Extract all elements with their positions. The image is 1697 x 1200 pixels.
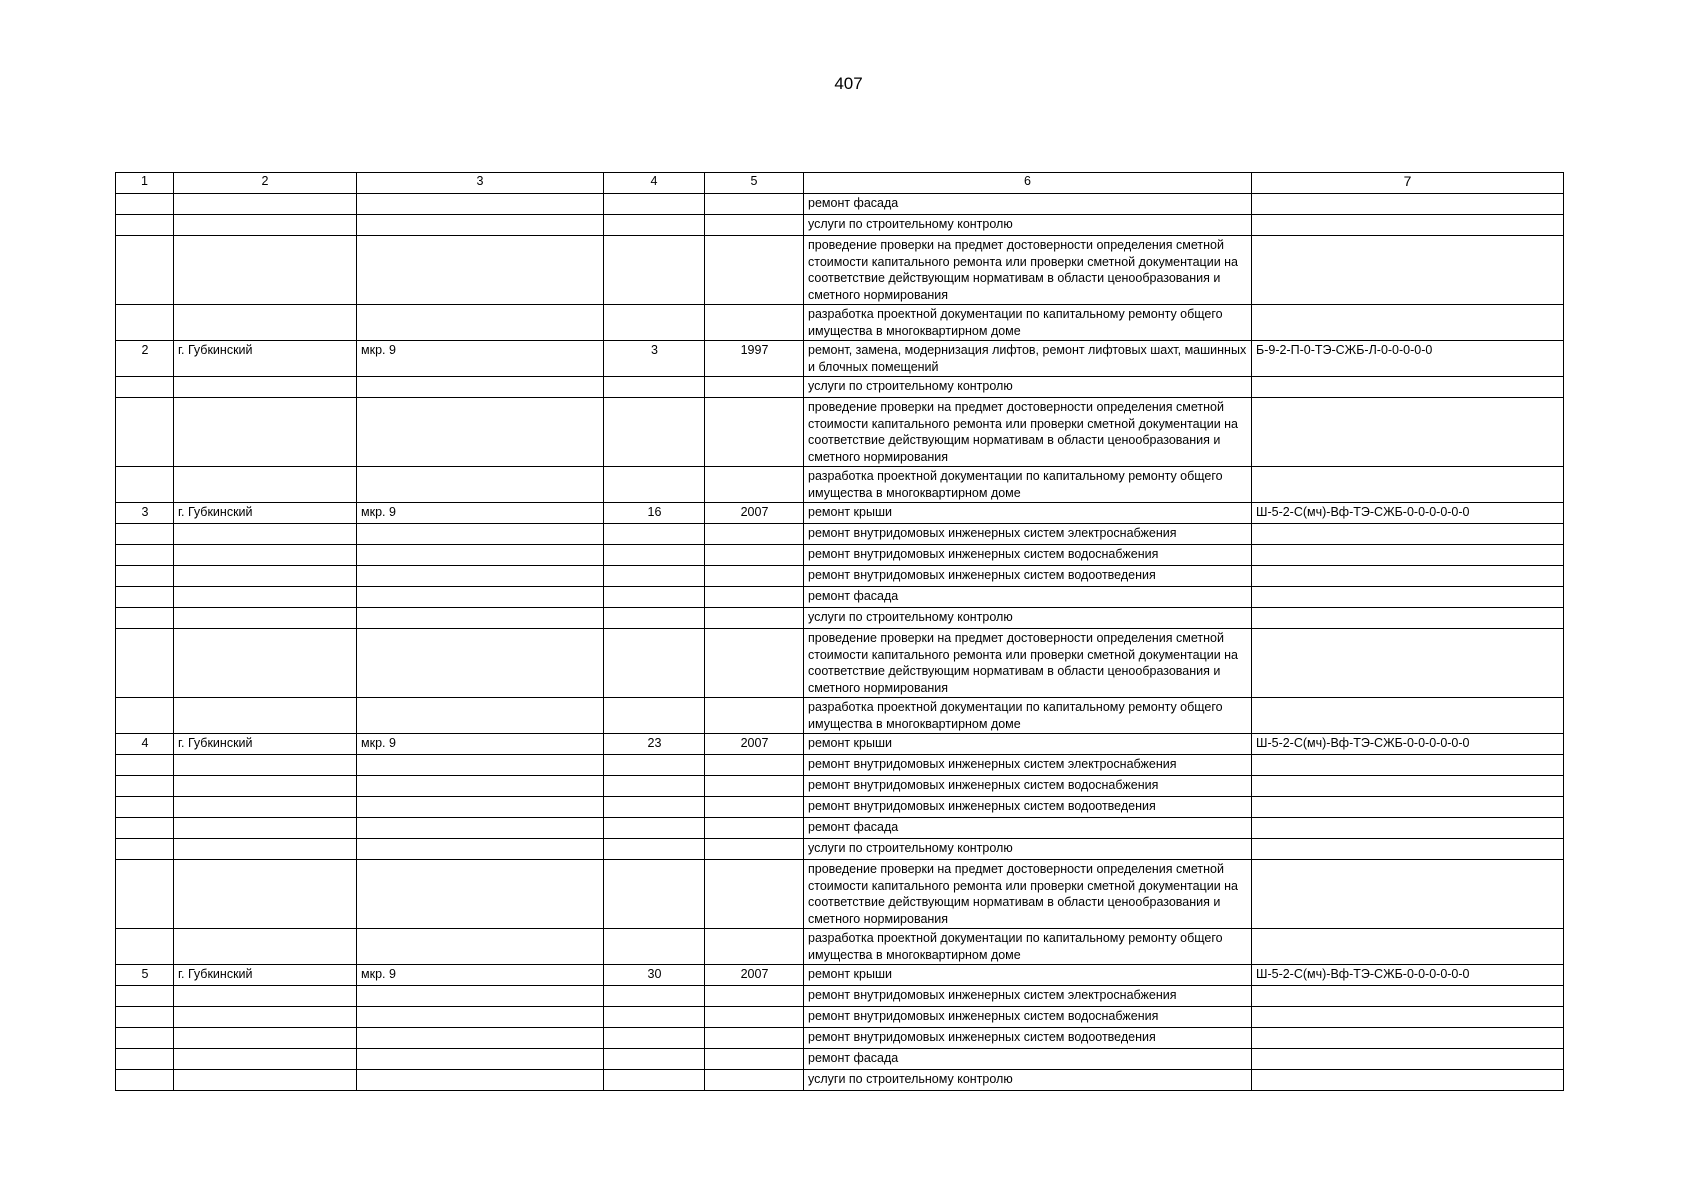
work-type-cell: услуги по строительному контролю xyxy=(804,215,1252,236)
code-cell xyxy=(1252,524,1564,545)
row-number-cell xyxy=(116,524,174,545)
code-cell xyxy=(1252,776,1564,797)
district-cell xyxy=(357,755,604,776)
row-number-cell xyxy=(116,860,174,929)
work-type-cell: ремонт фасада xyxy=(804,1049,1252,1070)
district-cell xyxy=(357,1028,604,1049)
year-cell xyxy=(705,860,804,929)
code-cell xyxy=(1252,467,1564,503)
building-number-cell xyxy=(604,545,705,566)
district-cell xyxy=(357,818,604,839)
work-type-cell: ремонт внутридомовых инженерных систем водоснабжения xyxy=(804,776,1252,797)
district-cell xyxy=(357,698,604,734)
code-cell: Ш-5-2-С(мч)-Вф-ТЭ-СЖБ-0-0-0-0-0-0 xyxy=(1252,734,1564,755)
code-cell xyxy=(1252,587,1564,608)
city-cell xyxy=(174,545,357,566)
district-cell xyxy=(357,236,604,305)
table-row xyxy=(116,734,1564,755)
row-number-cell: 3 xyxy=(116,503,174,524)
district-cell: мкр. 9 xyxy=(357,965,604,986)
city-cell xyxy=(174,797,357,818)
building-number-cell xyxy=(604,398,705,467)
table-header-row xyxy=(116,173,1564,194)
row-number-cell xyxy=(116,797,174,818)
code-cell xyxy=(1252,698,1564,734)
column-header: 5 xyxy=(705,173,804,194)
row-number-cell xyxy=(116,236,174,305)
table-row xyxy=(116,608,1564,629)
row-number-cell xyxy=(116,545,174,566)
city-cell xyxy=(174,608,357,629)
city-cell xyxy=(174,629,357,698)
code-cell xyxy=(1252,1049,1564,1070)
row-number-cell xyxy=(116,608,174,629)
table-row xyxy=(116,1049,1564,1070)
city-cell xyxy=(174,398,357,467)
row-number-cell xyxy=(116,215,174,236)
year-cell: 1997 xyxy=(705,341,804,377)
work-type-cell: услуги по строительному контролю xyxy=(804,839,1252,860)
row-number-cell xyxy=(116,818,174,839)
code-cell xyxy=(1252,818,1564,839)
district-cell xyxy=(357,587,604,608)
work-type-cell: проведение проверки на предмет достоверности определения сметной стоимости капитального ремонта или проверки сметной документации на соответствие действующим нормативам в области ценообразования и сметного нормирования xyxy=(804,236,1252,305)
district-cell xyxy=(357,377,604,398)
building-number-cell xyxy=(604,236,705,305)
building-number-cell xyxy=(604,860,705,929)
city-cell xyxy=(174,215,357,236)
district-cell xyxy=(357,398,604,467)
table-row xyxy=(116,755,1564,776)
table-row xyxy=(116,1070,1564,1091)
city-cell: г. Губкинский xyxy=(174,341,357,377)
city-cell xyxy=(174,377,357,398)
table-body xyxy=(116,194,1564,1091)
table-row xyxy=(116,986,1564,1007)
row-number-cell: 2 xyxy=(116,341,174,377)
city-cell xyxy=(174,698,357,734)
row-number-cell xyxy=(116,986,174,1007)
table-row xyxy=(116,1028,1564,1049)
work-type-cell: проведение проверки на предмет достоверности определения сметной стоимости капитального ремонта или проверки сметной документации на соответствие действующим нормативам в области ценообразования и сметного нормирования xyxy=(804,860,1252,929)
city-cell xyxy=(174,305,357,341)
code-cell: Ш-5-2-С(мч)-Вф-ТЭ-СЖБ-0-0-0-0-0-0 xyxy=(1252,965,1564,986)
building-number-cell xyxy=(604,215,705,236)
city-cell xyxy=(174,1070,357,1091)
building-number-cell xyxy=(604,839,705,860)
work-type-cell: проведение проверки на предмет достоверности определения сметной стоимости капитального ремонта или проверки сметной документации на соответствие действующим нормативам в области ценообразования и сметного нормирования xyxy=(804,398,1252,467)
column-header: 7 xyxy=(1252,173,1564,194)
code-cell xyxy=(1252,629,1564,698)
table-row xyxy=(116,587,1564,608)
year-cell xyxy=(705,698,804,734)
page-number: 407 xyxy=(834,74,863,93)
district-cell xyxy=(357,566,604,587)
row-number-cell xyxy=(116,839,174,860)
code-cell xyxy=(1252,986,1564,1007)
work-type-cell: услуги по строительному контролю xyxy=(804,608,1252,629)
building-number-cell: 16 xyxy=(604,503,705,524)
code-cell xyxy=(1252,215,1564,236)
work-type-cell: проведение проверки на предмет достоверности определения сметной стоимости капитального ремонта или проверки сметной документации на соответствие действующим нормативам в области ценообразования и сметного нормирования xyxy=(804,629,1252,698)
year-cell xyxy=(705,524,804,545)
row-number-cell xyxy=(116,929,174,965)
code-cell xyxy=(1252,194,1564,215)
work-type-cell: разработка проектной документации по капитальному ремонту общего имущества в многоквартирном доме xyxy=(804,929,1252,965)
year-cell xyxy=(705,1049,804,1070)
row-number-cell xyxy=(116,698,174,734)
table-row xyxy=(116,776,1564,797)
row-number-cell xyxy=(116,305,174,341)
work-type-cell: ремонт фасада xyxy=(804,587,1252,608)
city-cell xyxy=(174,524,357,545)
building-number-cell: 23 xyxy=(604,734,705,755)
year-cell xyxy=(705,1028,804,1049)
district-cell xyxy=(357,839,604,860)
work-type-cell: ремонт внутридомовых инженерных систем водоснабжения xyxy=(804,545,1252,566)
work-type-cell: ремонт внутридомовых инженерных систем водоотведения xyxy=(804,1028,1252,1049)
table-row xyxy=(116,194,1564,215)
district-cell xyxy=(357,305,604,341)
building-number-cell xyxy=(604,986,705,1007)
city-cell xyxy=(174,236,357,305)
table-row xyxy=(116,236,1564,305)
district-cell: мкр. 9 xyxy=(357,734,604,755)
code-cell xyxy=(1252,839,1564,860)
city-cell xyxy=(174,467,357,503)
work-type-cell: разработка проектной документации по капитальному ремонту общего имущества в многоквартирном доме xyxy=(804,467,1252,503)
building-number-cell xyxy=(604,587,705,608)
building-number-cell xyxy=(604,776,705,797)
year-cell xyxy=(705,929,804,965)
district-cell xyxy=(357,194,604,215)
code-cell xyxy=(1252,398,1564,467)
work-type-cell: ремонт внутридомовых инженерных систем водоотведения xyxy=(804,566,1252,587)
work-type-cell: ремонт крыши xyxy=(804,503,1252,524)
city-cell: г. Губкинский xyxy=(174,965,357,986)
table-row xyxy=(116,566,1564,587)
year-cell xyxy=(705,467,804,503)
city-cell xyxy=(174,860,357,929)
column-header: 1 xyxy=(116,173,174,194)
row-number-cell xyxy=(116,755,174,776)
building-number-cell xyxy=(604,467,705,503)
district-cell xyxy=(357,1049,604,1070)
row-number-cell xyxy=(116,1049,174,1070)
district-cell xyxy=(357,545,604,566)
city-cell xyxy=(174,1007,357,1028)
work-type-cell: ремонт внутридомовых инженерных систем водоснабжения xyxy=(804,1007,1252,1028)
building-number-cell xyxy=(604,1070,705,1091)
row-number-cell xyxy=(116,398,174,467)
city-cell xyxy=(174,587,357,608)
code-cell xyxy=(1252,377,1564,398)
row-number-cell: 5 xyxy=(116,965,174,986)
work-type-cell: ремонт крыши xyxy=(804,734,1252,755)
building-number-cell xyxy=(604,1007,705,1028)
building-number-cell xyxy=(604,194,705,215)
row-number-cell xyxy=(116,587,174,608)
code-cell: Б-9-2-П-0-ТЭ-СЖБ-Л-0-0-0-0-0 xyxy=(1252,341,1564,377)
building-number-cell xyxy=(604,566,705,587)
table-row xyxy=(116,818,1564,839)
work-type-cell: ремонт внутридомовых инженерных систем электроснабжения xyxy=(804,524,1252,545)
work-type-cell: ремонт внутридомовых инженерных систем электроснабжения xyxy=(804,986,1252,1007)
code-cell xyxy=(1252,236,1564,305)
row-number-cell xyxy=(116,566,174,587)
work-type-cell: ремонт, замена, модернизация лифтов, ремонт лифтовых шахт, машинных и блочных помещений xyxy=(804,341,1252,377)
year-cell xyxy=(705,818,804,839)
city-cell xyxy=(174,776,357,797)
work-type-cell: разработка проектной документации по капитальному ремонту общего имущества в многоквартирном доме xyxy=(804,698,1252,734)
year-cell xyxy=(705,566,804,587)
code-cell xyxy=(1252,929,1564,965)
building-number-cell xyxy=(604,305,705,341)
column-header: 3 xyxy=(357,173,604,194)
year-cell xyxy=(705,377,804,398)
row-number-cell xyxy=(116,1007,174,1028)
year-cell xyxy=(705,1070,804,1091)
table-row xyxy=(116,398,1564,467)
building-number-cell xyxy=(604,929,705,965)
city-cell xyxy=(174,986,357,1007)
table-row xyxy=(116,1007,1564,1028)
work-type-cell: разработка проектной документации по капитальному ремонту общего имущества в многоквартирном доме xyxy=(804,305,1252,341)
work-type-cell: услуги по строительному контролю xyxy=(804,1070,1252,1091)
table-row xyxy=(116,215,1564,236)
year-cell xyxy=(705,776,804,797)
table-row xyxy=(116,503,1564,524)
year-cell xyxy=(705,1007,804,1028)
year-cell xyxy=(705,587,804,608)
row-number-cell xyxy=(116,1070,174,1091)
city-cell xyxy=(174,818,357,839)
work-type-cell: ремонт фасада xyxy=(804,194,1252,215)
table-row xyxy=(116,467,1564,503)
work-type-cell: услуги по строительному контролю xyxy=(804,377,1252,398)
city-cell xyxy=(174,1049,357,1070)
building-number-cell xyxy=(604,608,705,629)
building-number-cell xyxy=(604,755,705,776)
table-row xyxy=(116,629,1564,698)
building-number-cell xyxy=(604,698,705,734)
code-cell xyxy=(1252,608,1564,629)
table-row xyxy=(116,929,1564,965)
city-cell xyxy=(174,1028,357,1049)
column-header: 2 xyxy=(174,173,357,194)
year-cell xyxy=(705,629,804,698)
city-cell xyxy=(174,566,357,587)
building-number-cell xyxy=(604,818,705,839)
year-cell xyxy=(705,545,804,566)
year-cell xyxy=(705,755,804,776)
year-cell xyxy=(705,398,804,467)
code-cell xyxy=(1252,545,1564,566)
year-cell xyxy=(705,194,804,215)
district-cell xyxy=(357,986,604,1007)
building-number-cell xyxy=(604,1049,705,1070)
building-number-cell xyxy=(604,524,705,545)
district-cell xyxy=(357,776,604,797)
district-cell xyxy=(357,629,604,698)
row-number-cell xyxy=(116,377,174,398)
table-row xyxy=(116,965,1564,986)
row-number-cell xyxy=(116,194,174,215)
year-cell xyxy=(705,608,804,629)
table-row xyxy=(116,524,1564,545)
work-type-cell: ремонт внутридомовых инженерных систем водоотведения xyxy=(804,797,1252,818)
code-cell xyxy=(1252,1028,1564,1049)
district-cell xyxy=(357,860,604,929)
table-row xyxy=(116,305,1564,341)
building-number-cell xyxy=(604,1028,705,1049)
district-cell xyxy=(357,929,604,965)
column-header: 6 xyxy=(804,173,1252,194)
district-cell xyxy=(357,1070,604,1091)
row-number-cell: 4 xyxy=(116,734,174,755)
code-cell xyxy=(1252,1070,1564,1091)
row-number-cell xyxy=(116,467,174,503)
table-row xyxy=(116,698,1564,734)
building-number-cell xyxy=(604,377,705,398)
year-cell xyxy=(705,839,804,860)
district-cell xyxy=(357,467,604,503)
building-number-cell xyxy=(604,797,705,818)
code-cell xyxy=(1252,797,1564,818)
building-number-cell: 3 xyxy=(604,341,705,377)
city-cell: г. Губкинский xyxy=(174,734,357,755)
row-number-cell xyxy=(116,1028,174,1049)
code-cell xyxy=(1252,860,1564,929)
work-type-cell: ремонт крыши xyxy=(804,965,1252,986)
city-cell xyxy=(174,194,357,215)
city-cell xyxy=(174,755,357,776)
year-cell: 2007 xyxy=(705,734,804,755)
table-row xyxy=(116,341,1564,377)
district-cell xyxy=(357,524,604,545)
district-cell xyxy=(357,1007,604,1028)
code-cell xyxy=(1252,305,1564,341)
year-cell: 2007 xyxy=(705,503,804,524)
year-cell xyxy=(705,215,804,236)
column-header: 4 xyxy=(604,173,705,194)
year-cell xyxy=(705,236,804,305)
work-type-cell: ремонт внутридомовых инженерных систем электроснабжения xyxy=(804,755,1252,776)
city-cell: г. Губкинский xyxy=(174,503,357,524)
district-cell xyxy=(357,215,604,236)
district-cell xyxy=(357,608,604,629)
row-number-cell xyxy=(116,776,174,797)
district-cell xyxy=(357,797,604,818)
district-cell: мкр. 9 xyxy=(357,341,604,377)
building-number-cell: 30 xyxy=(604,965,705,986)
works-table xyxy=(115,172,1564,1091)
table-row xyxy=(116,839,1564,860)
table-row xyxy=(116,545,1564,566)
work-type-cell: ремонт фасада xyxy=(804,818,1252,839)
code-cell xyxy=(1252,755,1564,776)
code-cell: Ш-5-2-С(мч)-Вф-ТЭ-СЖБ-0-0-0-0-0-0 xyxy=(1252,503,1564,524)
table-row xyxy=(116,797,1564,818)
table-row xyxy=(116,377,1564,398)
year-cell xyxy=(705,797,804,818)
year-cell: 2007 xyxy=(705,965,804,986)
table-row xyxy=(116,860,1564,929)
district-cell: мкр. 9 xyxy=(357,503,604,524)
row-number-cell xyxy=(116,629,174,698)
city-cell xyxy=(174,839,357,860)
year-cell xyxy=(705,305,804,341)
year-cell xyxy=(705,986,804,1007)
code-cell xyxy=(1252,566,1564,587)
code-cell xyxy=(1252,1007,1564,1028)
city-cell xyxy=(174,929,357,965)
building-number-cell xyxy=(604,629,705,698)
